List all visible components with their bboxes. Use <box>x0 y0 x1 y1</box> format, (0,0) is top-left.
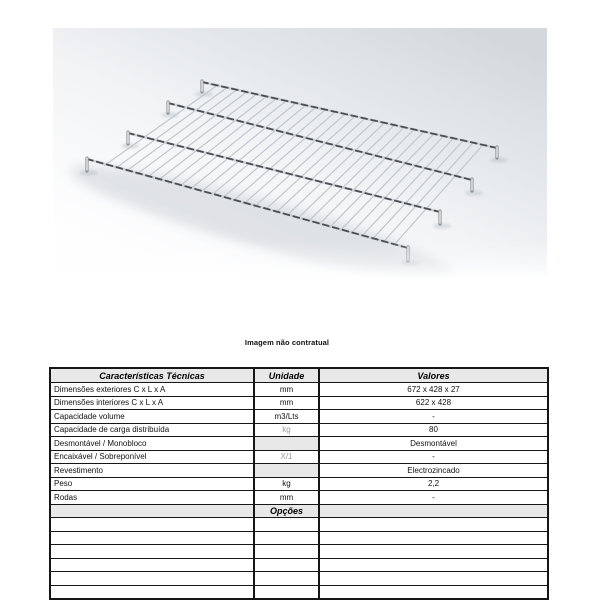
empty-unit-cell <box>254 545 319 559</box>
spec-unit-cell: X/1 <box>254 450 319 464</box>
spec-unit-cell: m3/Lts <box>254 410 319 424</box>
empty-label-cell <box>50 572 254 586</box>
product-image <box>53 28 547 280</box>
spec-unit-cell: mm <box>254 396 319 410</box>
col-header-characteristics: Características Técnicas <box>50 368 254 383</box>
image-caption: Imagem não contratual <box>244 338 330 347</box>
col-header-values: Valores <box>319 368 548 383</box>
spec-label-cell: Dimensões interiores C x L x A <box>50 396 254 410</box>
spec-unit-cell <box>254 464 319 478</box>
empty-value-cell <box>319 558 548 572</box>
empty-label-cell <box>50 531 254 545</box>
spec-row <box>50 477 548 491</box>
empty-label-cell <box>50 545 254 559</box>
empty-row <box>50 572 548 586</box>
spec-label-cell: Encaixável / Sobreponível <box>50 450 254 464</box>
table-header-row <box>50 368 548 383</box>
options-right-cell <box>319 504 548 518</box>
empty-row <box>50 545 548 559</box>
empty-row <box>50 518 548 532</box>
render-bottom-fade <box>53 240 547 280</box>
spec-unit-cell <box>254 437 319 451</box>
wire-shelf-render <box>53 28 547 280</box>
spec-row <box>50 383 548 397</box>
spec-label-cell: Dimensões exteriores C x L x A <box>50 383 254 397</box>
spec-label-cell: Revestimento <box>50 464 254 478</box>
spec-value-cell: - <box>319 491 548 505</box>
empty-unit-cell <box>254 518 319 532</box>
empty-row <box>50 531 548 545</box>
empty-unit-cell <box>254 558 319 572</box>
spec-label-cell: Capacidade de carga distribuída <box>50 423 254 437</box>
spec-row <box>50 396 548 410</box>
spec-row <box>50 464 548 478</box>
spec-value-cell: - <box>319 410 548 424</box>
spec-row <box>50 423 548 437</box>
spec-value-cell: - <box>319 450 548 464</box>
empty-value-cell <box>319 545 548 559</box>
spec-value-cell: 2,2 <box>319 477 548 491</box>
empty-unit-cell <box>254 531 319 545</box>
options-label-cell: Opções <box>254 504 319 518</box>
spec-value-cell: Desmontável <box>319 437 548 451</box>
empty-label-cell <box>50 558 254 572</box>
spec-label-cell: Rodas <box>50 491 254 505</box>
spec-label-cell: Peso <box>50 477 254 491</box>
spec-label-cell: Desmontável / Monobloco <box>50 437 254 451</box>
spec-row <box>50 450 548 464</box>
empty-value-cell <box>319 585 548 599</box>
empty-label-cell <box>50 585 254 599</box>
empty-row <box>50 558 548 572</box>
spec-row <box>50 410 548 424</box>
empty-label-cell <box>50 518 254 532</box>
spec-value-cell: Electrozincado <box>319 464 548 478</box>
spec-unit-cell: mm <box>254 491 319 505</box>
spec-value-cell: 80 <box>319 423 548 437</box>
spec-row <box>50 491 548 505</box>
spec-value-cell: 622 x 428 <box>319 396 548 410</box>
spec-value-cell: 672 x 428 x 27 <box>319 383 548 397</box>
empty-row <box>50 585 548 599</box>
col-header-unit: Unidade <box>254 368 319 383</box>
empty-unit-cell <box>254 585 319 599</box>
empty-unit-cell <box>254 572 319 586</box>
empty-value-cell <box>319 531 548 545</box>
spec-table <box>49 367 549 600</box>
options-left-cell <box>50 504 254 518</box>
spec-row <box>50 437 548 451</box>
options-divider-row <box>50 504 548 518</box>
spec-unit-cell: kg <box>254 423 319 437</box>
spec-unit-cell: kg <box>254 477 319 491</box>
spec-unit-cell: mm <box>254 383 319 397</box>
empty-value-cell <box>319 518 548 532</box>
spec-label-cell: Capacidade volume <box>50 410 254 424</box>
empty-value-cell <box>319 572 548 586</box>
